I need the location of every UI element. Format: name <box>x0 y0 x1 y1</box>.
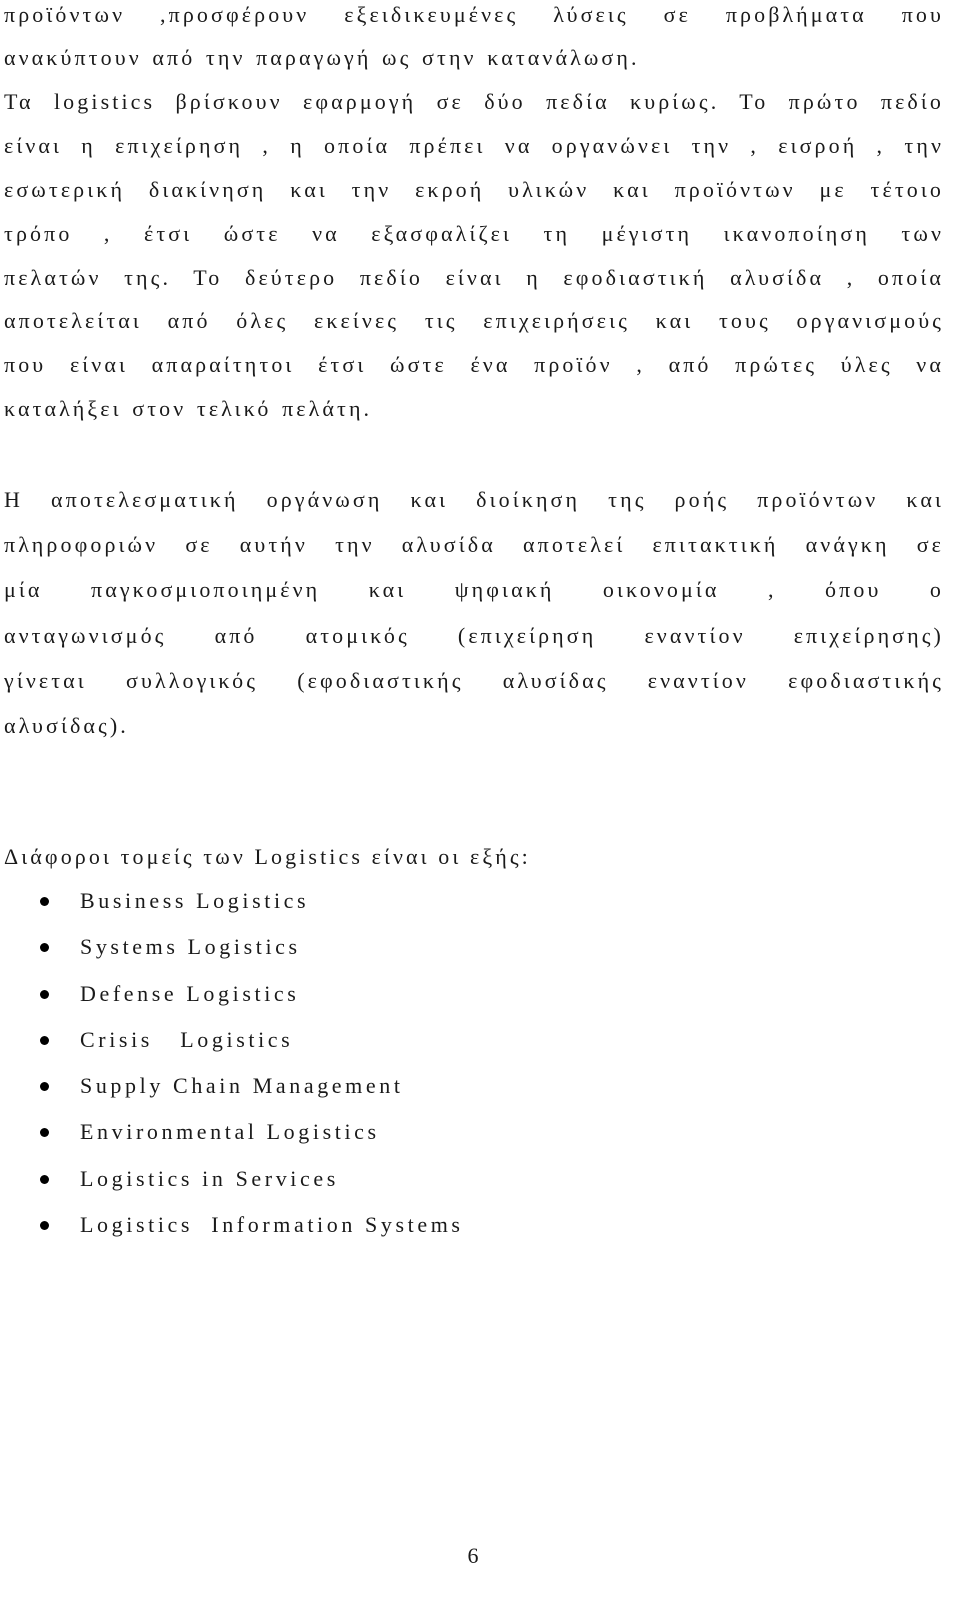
bullet-icon <box>40 1175 49 1184</box>
bullet-icon <box>40 1221 49 1230</box>
paragraph-1-line: Τα logistics βρίσκουν εφαρμογή σε δύο πεδία κυρίως. Το πρώτο πεδίο <box>4 89 944 114</box>
paragraph-1-line: καταλήξει στον τελικό πελάτη. <box>4 396 373 421</box>
paragraph-1-line: προϊόντων ,προσφέρουν εξειδικευμένες λύσεις σε προβλήματα που <box>4 2 944 27</box>
list-item-label: Defense Logistics <box>80 980 300 1006</box>
list-item <box>0 932 464 978</box>
list-item-label: Logistics Information Systems <box>80 1212 464 1238</box>
page-number: 6 <box>467 1543 479 1568</box>
list-item-label: Systems Logistics <box>80 934 301 960</box>
paragraph-1-line: ανακύπτουν από την παραγωγή ως στην κατανάλωση. <box>4 45 640 70</box>
paragraph-1-line: πελατών της. Το δεύτερο πεδίο είναι η εφοδιαστική αλυσίδα , οποία <box>4 265 944 290</box>
list-heading: Διάφοροι τομείς των Logistics είναι οι εξής: <box>4 844 531 869</box>
paragraph-2-line: ανταγωνισμός από ατομικός (επιχείρηση εναντίον επιχείρησης) <box>4 623 944 648</box>
list-item-label: Supply Chain Management <box>80 1073 404 1099</box>
paragraph-1-line: αποτελείται από όλες εκείνες τις επιχειρήσεις και τους οργανισμούς <box>4 308 944 333</box>
list-item <box>0 886 464 932</box>
paragraph-1-line: τρόπο , έτσι ώστε να εξασφαλίζει τη μέγιστη ικανοποίηση των <box>4 221 944 246</box>
list-item-label: Logistics in Services <box>80 1165 339 1191</box>
list-item-label: Crisis Logistics <box>80 1026 294 1052</box>
list-item <box>0 1164 464 1210</box>
bullet-icon <box>40 943 49 952</box>
list-item-label: Business Logistics <box>80 888 310 913</box>
paragraph-1-line: που είναι απαραίτητοι έτσι ώστε ένα προϊόν , από πρώτες ύλες να <box>4 352 944 377</box>
bullet-icon <box>40 897 49 906</box>
paragraph-1-line: εσωτερική διακίνηση και την εκροή υλικών και προϊόντων με τέτοιο <box>4 177 944 202</box>
paragraph-2-line: πληροφοριών σε αυτήν την αλυσίδα αποτελεί επιτακτική ανάγκη σε <box>4 532 944 557</box>
list-item <box>0 1025 464 1071</box>
logistics-sectors-list <box>0 886 464 1256</box>
bullet-icon <box>40 990 49 999</box>
paragraph-2-line: Η αποτελεσματική οργάνωση και διοίκηση της ροής προϊόντων και <box>4 487 944 512</box>
list-item <box>0 1117 464 1163</box>
list-item <box>0 1210 464 1256</box>
paragraph-2-line: μία παγκοσμιοποιημένη και ψηφιακή οικονομία , όπου ο <box>4 577 944 602</box>
bullet-icon <box>40 1082 49 1091</box>
paragraph-2-line: γίνεται συλλογικός (εφοδιαστικής αλυσίδας εναντίον εφοδιαστικής <box>4 668 944 693</box>
list-item <box>0 979 464 1025</box>
list-item-label: Environmental Logistics <box>80 1119 380 1145</box>
bullet-icon <box>40 1128 49 1137</box>
list-item <box>0 1071 464 1117</box>
paragraph-2-line: αλυσίδας). <box>4 713 129 738</box>
bullet-icon <box>40 1036 49 1045</box>
paragraph-1-line: είναι η επιχείρηση , η οποία πρέπει να οργανώνει την , εισροή , την <box>4 133 944 158</box>
